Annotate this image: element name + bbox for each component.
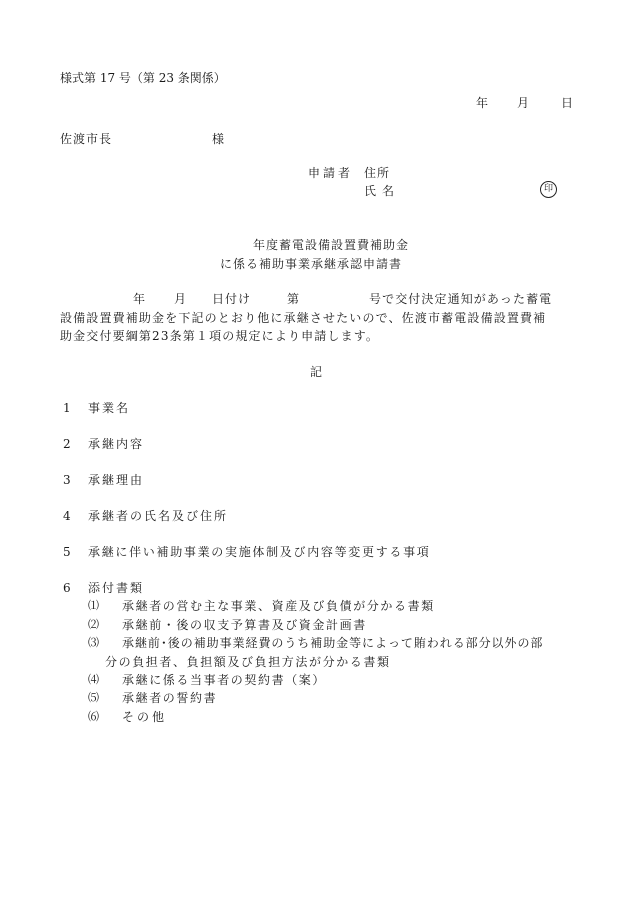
attachment-number: ⑸	[88, 691, 99, 704]
item-label: 承継に伴い補助事業の実施体制及び内容等変更する事項	[88, 545, 431, 559]
item-number: 5	[63, 545, 71, 559]
addressee-name: 佐渡市長	[60, 132, 113, 146]
attachment-text: 承継者の営む主な事業、資産及び負債が分かる書類	[122, 599, 435, 613]
item-number: 3	[63, 473, 71, 487]
address-label: 住所	[364, 166, 391, 180]
date-month: 月	[517, 96, 530, 110]
item-label: 承継理由	[88, 473, 145, 487]
attachment-text: 承継者の誓約書	[122, 691, 218, 705]
body-year: 年	[133, 292, 146, 306]
item-label: 承継者の氏名及び住所	[88, 509, 229, 523]
attachment-number: ⑷	[88, 673, 99, 686]
attachment-number: ⑹	[88, 710, 99, 723]
item-number: 6	[63, 581, 71, 595]
body-dai: 第	[287, 292, 300, 306]
body-day: 日付け	[212, 292, 252, 306]
date-day: 日	[561, 96, 574, 110]
applicant-label: 申請者	[308, 166, 354, 180]
item-label: 承継内容	[88, 437, 145, 451]
date-year: 年	[476, 96, 489, 110]
attachment-text: その他	[122, 710, 168, 724]
title-line-2: に係る補助事業承継承認申請書	[220, 257, 403, 271]
attachment-number: ⑶	[88, 636, 99, 649]
attachment-text-continued: 分の負担者、負担額及び負担方法が分かる書類	[105, 655, 391, 669]
body-line-1-rest: 号で交付決定通知があった蓄電	[369, 292, 553, 306]
seal-mark: 印	[540, 181, 557, 198]
name-label: 氏名	[364, 184, 401, 198]
attachment-number: ⑴	[88, 599, 99, 612]
ki-heading: 記	[310, 365, 323, 379]
item-number: 1	[63, 401, 71, 415]
body-month: 月	[174, 292, 187, 306]
body-line-2: 設備設置費補助金を下記のとおり他に承継させたいので、佐渡市蓄電設備設置費補	[60, 311, 547, 325]
item-number: 2	[63, 437, 71, 451]
attachment-number: ⑵	[88, 618, 99, 631]
body-line-3: 助金交付要綱第23条第１項の規定により申請します。	[60, 329, 380, 343]
item-number: 4	[63, 509, 71, 523]
attachment-text: 承継前・後の収支予算書及び資金計画書	[122, 618, 367, 632]
title-line-1: 年度蓄電設備設置費補助金	[253, 238, 410, 252]
form-number: 様式第 17 号（第 23 条関係）	[60, 71, 226, 85]
attachment-text: 承継に係る当事者の契約書（案）	[122, 673, 327, 687]
addressee-honorific: 様	[212, 132, 225, 146]
item-label: 事業名	[88, 401, 131, 415]
attachment-text: 承継前･後の補助事業経費のうち補助金等によって賄われる部分以外の部	[122, 636, 544, 650]
item-label: 添付書類	[88, 581, 145, 595]
